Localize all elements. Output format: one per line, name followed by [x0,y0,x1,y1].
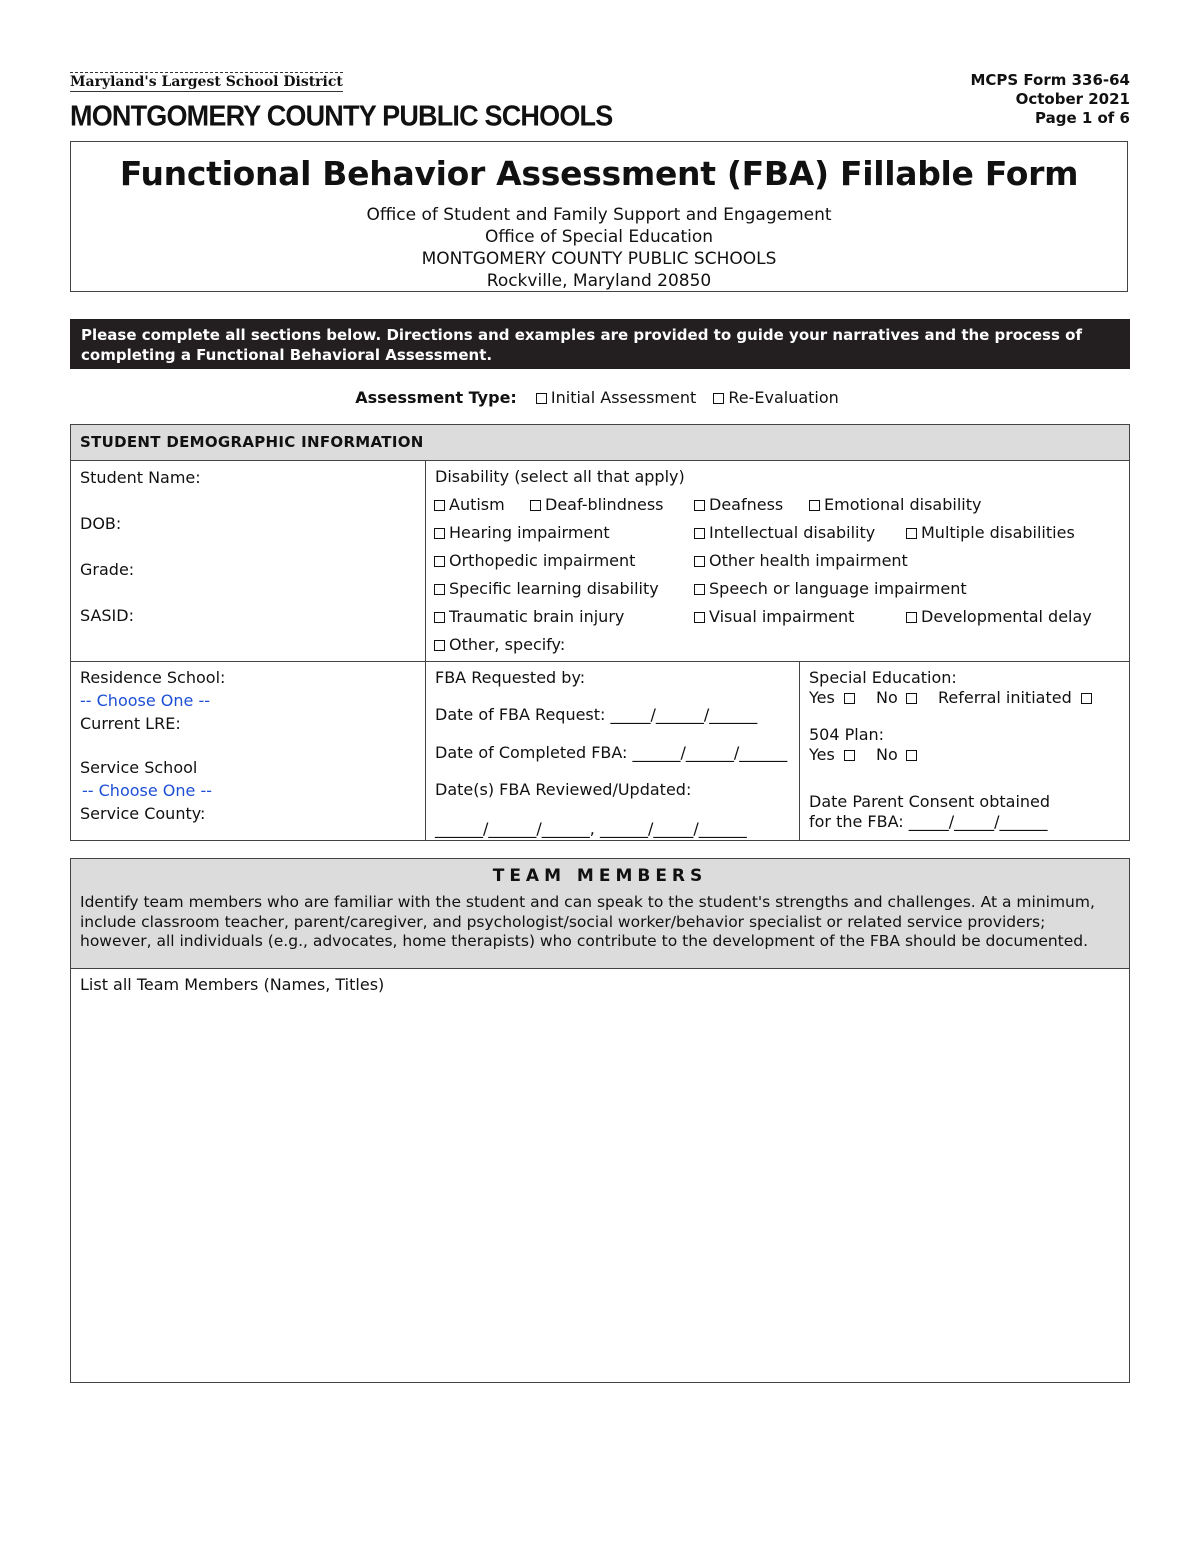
service-school-select[interactable]: -- Choose One -- [82,781,212,800]
checkbox-icon[interactable] [434,612,445,623]
plan504-options: Yes No [809,745,1120,765]
service-county-field[interactable]: Service County: [80,804,206,823]
title-block [70,141,1128,292]
form-title: Functional Behavior Assessment (FBA) Fillable Form [119,154,1079,193]
disability-deaf-blindness[interactable]: Deaf-blindness [530,495,664,515]
team-header [71,859,1129,969]
checkbox-icon[interactable] [434,556,445,567]
checkbox-icon[interactable] [694,556,705,567]
disability-deafness[interactable]: Deafness [694,495,783,515]
instructions-banner: Please complete all sections below. Directions and examples are provided to guide your narratives and the process of completing a Functional Behavioral Assessment. [70,319,1130,369]
checkbox-icon[interactable] [530,500,541,511]
demographics-row-2 [71,661,1129,840]
school-cell [71,662,425,840]
special-ed-no-checkbox[interactable] [906,693,917,704]
disability-other-health[interactable]: Other health impairment [694,551,908,571]
form-number: MCPS Form 336-64 [970,71,1130,89]
grade-field[interactable]: Grade: [80,560,135,579]
fba-requested-by-field[interactable]: FBA Requested by: [435,668,586,687]
checkbox-icon[interactable] [906,528,917,539]
demographics-heading: STUDENT DEMOGRAPHIC INFORMATION [71,425,1129,461]
service-school-label: Service School [80,758,198,777]
dob-field[interactable]: DOB: [80,514,122,533]
assessment-type [0,388,1200,408]
sasid-field[interactable]: SASID: [80,606,134,625]
district-tagline: Maryland's Largest School District [70,74,343,90]
special-ed-options: Yes No Referral initiated [809,688,1120,708]
checkbox-icon[interactable] [434,640,445,651]
team-heading: TEAM MEMBERS [492,866,708,886]
disability-developmental-delay[interactable]: Developmental delay [906,607,1092,627]
team-section [70,858,1130,1383]
checkbox-icon[interactable] [713,393,724,404]
checkbox-icon[interactable] [694,500,705,511]
page-number: Page 1 of 6 [1035,109,1130,127]
assessment-type-label: Assessment Type: [355,388,517,407]
checkbox-icon[interactable] [809,500,820,511]
office-line-1: Office of Student and Family Support and Engagement [366,205,832,225]
residence-school-select[interactable]: -- Choose One -- [80,691,210,710]
checkbox-icon[interactable] [434,500,445,511]
disability-multiple[interactable]: Multiple disabilities [906,523,1075,543]
referral-checkbox[interactable] [1081,693,1092,704]
checkbox-icon[interactable] [694,528,705,539]
checkbox-icon[interactable] [906,612,917,623]
disability-tbi[interactable]: Traumatic brain injury [434,607,624,627]
current-lre-field[interactable]: Current LRE: [80,714,181,733]
eligibility-cell [799,662,1129,840]
consent-label: Date Parent Consent obtained [809,792,1051,811]
residence-school-label: Residence School: [80,668,226,687]
special-ed-yes-checkbox[interactable] [844,693,855,704]
checkbox-icon[interactable] [434,584,445,595]
disability-visual[interactable]: Visual impairment [694,607,854,627]
district-name: MONTGOMERY COUNTY PUBLIC SCHOOLS [70,100,613,132]
checkbox-icon[interactable] [434,528,445,539]
student-name-field[interactable]: Student Name: [80,468,201,487]
team-list-label: List all Team Members (Names, Titles) [80,975,385,994]
fba-request-date-field[interactable]: Date of FBA Request: _____/______/______ [435,705,758,724]
disability-intellectual[interactable]: Intellectual disability [694,523,875,543]
team-list-input[interactable] [71,1005,1129,1382]
fba-completed-date-field[interactable]: Date of Completed FBA: ______/______/______ [435,743,788,762]
special-ed-label: Special Education: [809,668,957,687]
disability-cell [425,461,1129,661]
plan504-yes-checkbox[interactable] [844,750,855,761]
team-description: Identify team members who are familiar with the student and can speak to the student's strengths and challenges. At a minimum, include classroom teacher, parent/caregiver, and psychologist/social worker/behavior specialist or related service providers; however, all individuals (e.g., advocates, home therapists) who contribute to the development of the FBA should be documented. [80,893,1095,950]
fba-dates-cell [425,662,799,840]
demographics-section [70,424,1130,841]
office-line-3: MONTGOMERY COUNTY PUBLIC SCHOOLS [421,249,777,269]
disability-autism[interactable]: Autism [434,495,505,515]
checkbox-icon[interactable] [694,612,705,623]
disability-specific-learning[interactable]: Specific learning disability [434,579,659,599]
option-re-evaluation[interactable]: Re-Evaluation [713,388,838,407]
demographics-row-1 [71,461,1129,661]
office-line-2: Office of Special Education [484,227,714,247]
disability-speech-language[interactable]: Speech or language impairment [694,579,967,599]
consent-date-field[interactable]: for the FBA: _____/_____/______ [809,812,1048,831]
plan504-label: 504 Plan: [809,725,885,744]
checkbox-icon[interactable] [694,584,705,595]
disability-orthopedic[interactable]: Orthopedic impairment [434,551,635,571]
office-line-4: Rockville, Maryland 20850 [486,271,712,291]
fba-reviewed-label: Date(s) FBA Reviewed/Updated: [435,780,692,799]
student-fields [71,461,425,661]
fba-reviewed-dates-field[interactable]: ______/______/______, ______/_____/______ [435,819,747,838]
checkbox-icon[interactable] [536,393,547,404]
form-date: October 2021 [1015,90,1130,108]
disability-other[interactable]: Other, specify: [434,635,565,655]
disability-emotional[interactable]: Emotional disability [809,495,981,515]
disability-label: Disability (select all that apply) [435,467,685,486]
form-meta [970,71,1130,128]
option-initial-assessment[interactable]: Initial Assessment [536,388,696,407]
disability-hearing[interactable]: Hearing impairment [434,523,610,543]
plan504-no-checkbox[interactable] [906,750,917,761]
